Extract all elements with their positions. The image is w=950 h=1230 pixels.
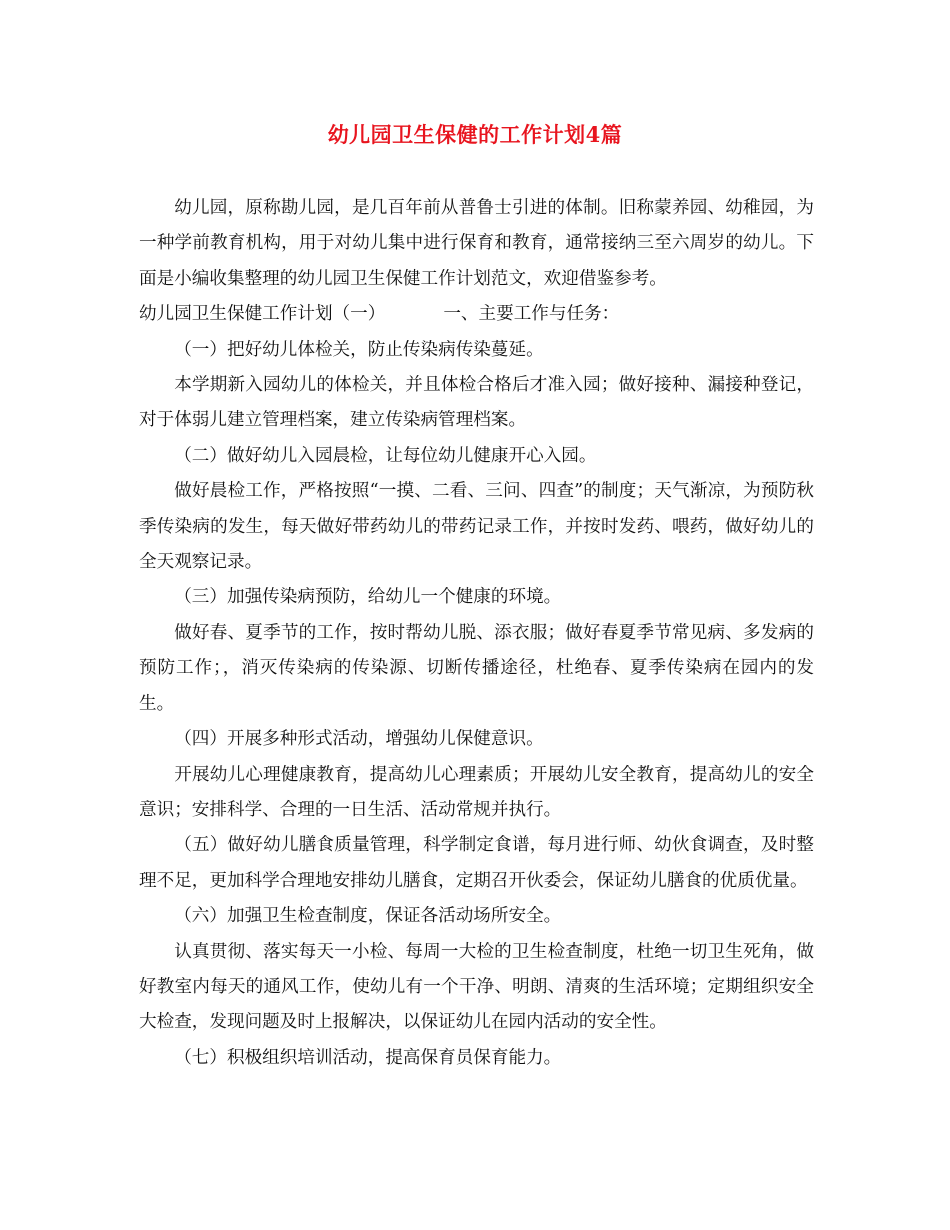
item-paragraph: （五）做好幼儿膳食质量管理，科学制定食谱，每月进行师、幼伙食调查，及时整理不足，更加科学合理地安排幼儿膳食，定期召开伙委会，保证幼儿膳食的优质优量。 [139, 835, 814, 891]
body-paragraph: 做好春、夏季节的工作，按时帮幼儿脱、添衣服；做好春夏季节常见病、多发病的预防工作；，消灭传染病的传染源、切断传播途径，杜绝春、夏季传染病在园内的发生。 [139, 622, 814, 714]
body-paragraph: 开展幼儿心理健康教育，提高幼儿心理素质；开展幼儿安全教育，提高幼儿的安全意识；安排科学、合理的一日生活、活动常规并执行。 [139, 764, 814, 820]
document-title: 幼儿园卫生保健的工作计划4篇 [327, 122, 623, 147]
plan-one-title: 幼儿园卫生保健工作计划（一） [139, 304, 386, 325]
body-paragraph: 做好晨检工作，严格按照“一摸、二看、三问、四查”的制度；天气渐凉，为预防秋季传染病的发生，每天做好带药幼儿的带药记录工作，并按时发药、喂药，做好幼儿的全天观察记录。 [139, 481, 814, 573]
item-heading: （七）积极组织培训活动，提高保育员保育能力。 [174, 1047, 562, 1068]
item-heading: （一）把好幼儿体检关，防止传染病传染蔓延。 [174, 339, 544, 360]
document-body [139, 191, 814, 1076]
body-paragraph: 认真贯彻、落实每天一小检、每周一大检的卫生检查制度，杜绝一切卫生死角，做好教室内每天的通风工作，使幼儿有一个干净、明朗、清爽的生活环境；定期组织安全大检查，发现问题及时上报解决，以保证幼儿在园内活动的安全性。 [139, 941, 814, 1033]
item-heading: （二）做好幼儿入园晨检，让每位幼儿健康开心入园。 [174, 445, 597, 466]
item-heading: （三）加强传染病预防，给幼儿一个健康的环境。 [174, 587, 562, 608]
plan-heading-line [139, 297, 814, 332]
item-heading: （四）开展多种形式活动，增强幼儿保健意识。 [174, 729, 544, 750]
body-paragraph: 本学期新入园幼儿的体检关，并且体检合格后才准入园；做好接种、漏接种登记，对于体弱儿建立管理档案，建立传染病管理档案。 [139, 375, 814, 431]
item-heading: （六）加强卫生检查制度，保证各活动场所安全。 [174, 906, 562, 927]
section-one-heading: 一、主要工作与任务： [443, 304, 620, 325]
intro-paragraph: 幼儿园，原称勘儿园，是几百年前从普鲁士引进的体制。旧称蒙养园、幼稚园，为一种学前教育机构，用于对幼儿集中进行保育和教育，通常接纳三至六周岁的幼儿。下面是小编收集整理的幼儿园卫生保健工作计划范文，欢迎借鉴参考。 [139, 198, 814, 289]
